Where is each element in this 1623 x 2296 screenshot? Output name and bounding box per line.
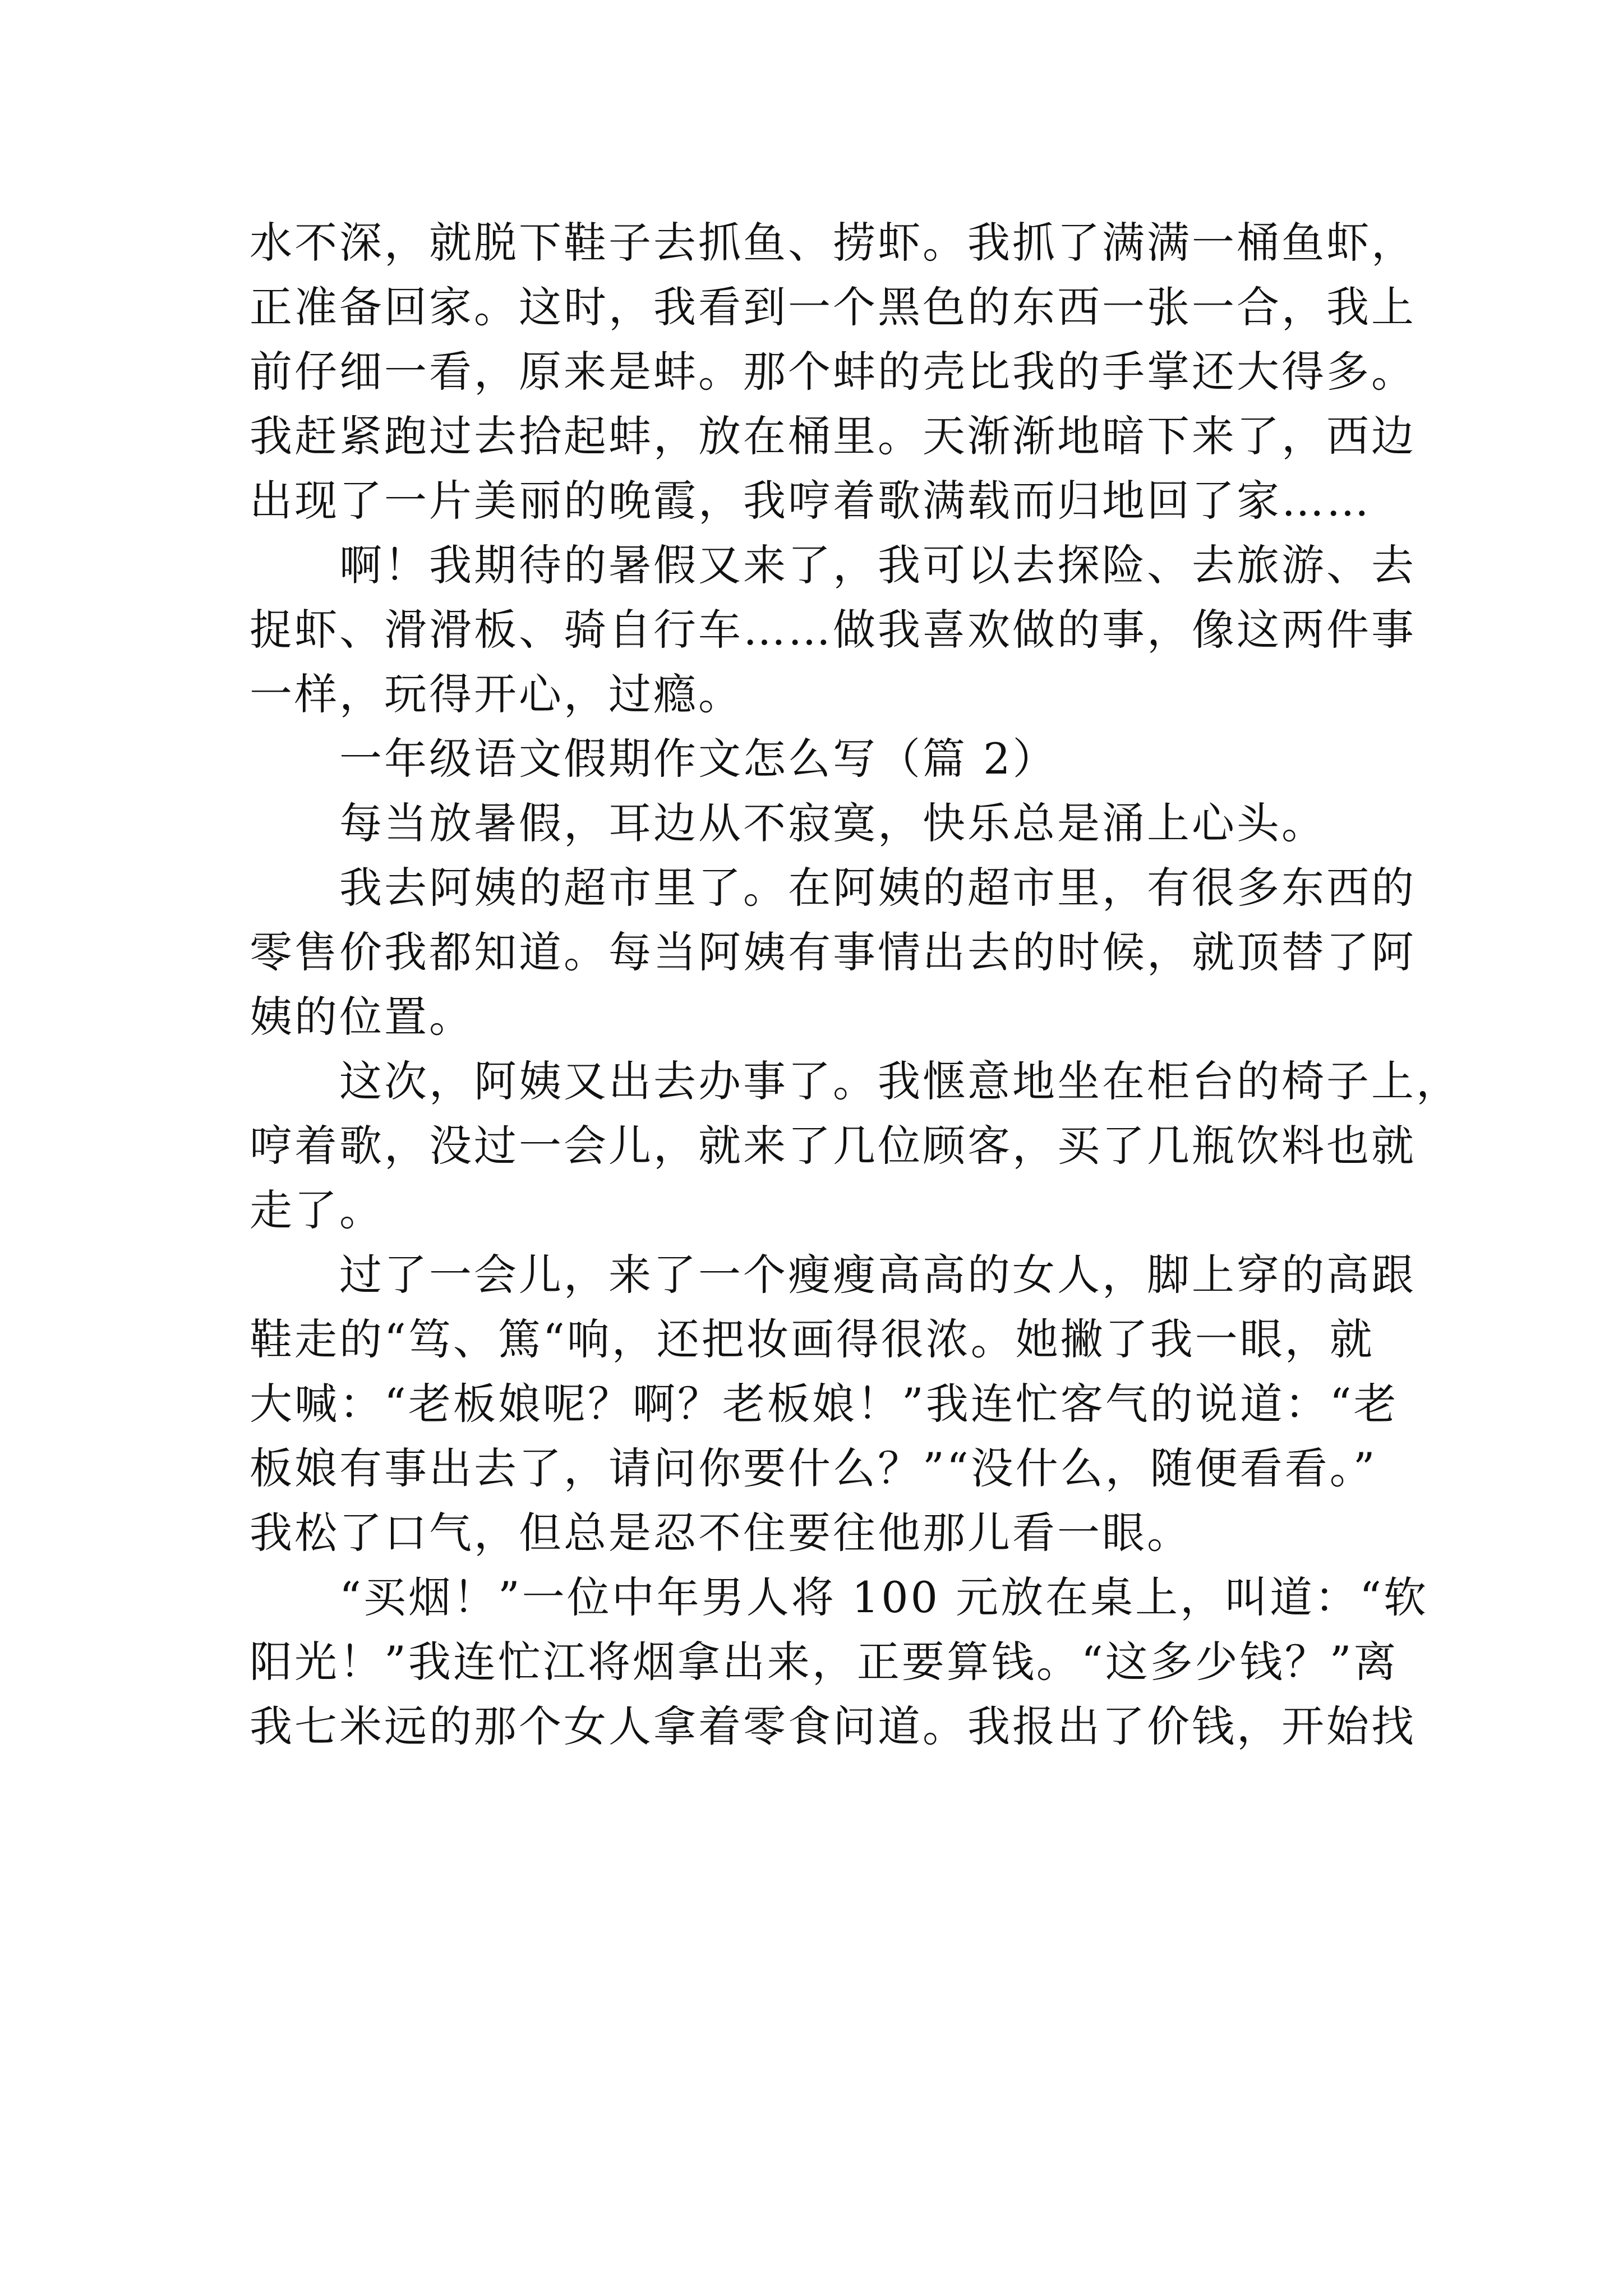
paragraph — [250, 1243, 1416, 1565]
text-line: 我松了口气，但总是忍不住要往他那儿看一眼。 — [250, 1508, 1192, 1558]
text-line: 鞋走的“笃、篤“响，还把妆画得很浓。她撇了我一眼，就 — [250, 1314, 1375, 1364]
text-line: 我赶紧跑过去拾起蚌，放在桶里。天渐渐地暗下来了，西边 — [250, 411, 1416, 461]
text-line: 零售价我都知道。每当阿姨有事情出去的时候，就顶替了阿 — [250, 927, 1416, 977]
paragraph — [250, 855, 1416, 1049]
text-line: 我七米远的那个女人拿着零食问道。我报出了价钱，开始找 — [250, 1701, 1416, 1751]
text-line: 走了。 — [250, 1185, 384, 1235]
text-line: 啊！我期待的暑假又来了，我可以去探险、去旅游、去 — [339, 540, 1416, 590]
text-line: 前仔细一看，原来是蚌。那个蚌的壳比我的手掌还大得多。 — [250, 347, 1416, 397]
section-heading — [250, 726, 1405, 791]
text-line: 这次，阿姨又出去办事了。我惬意地坐在柜台的椅子上， — [339, 1056, 1461, 1106]
text-line: 过了一会儿，来了一个瘦瘦高高的女人，脚上穿的高跟 — [339, 1250, 1416, 1300]
paragraph — [250, 791, 1405, 855]
text-line: 哼着歌，没过一会儿，就来了几位顾客，买了几瓶饮料也就 — [250, 1121, 1416, 1171]
text-line: 我去阿姨的超市里了。在阿姨的超市里，有很多东西的 — [339, 863, 1416, 913]
paragraph — [250, 210, 1416, 533]
text-line: “买烟！”一位中年男人将 100 元放在桌上，叫道：“软 — [339, 1572, 1428, 1622]
paragraph — [250, 1565, 1428, 1759]
text-line: 大喊：“老板娘呢？啊？老板娘！”我连忙客气的说道：“老 — [250, 1379, 1399, 1429]
text-line: 姨的位置。 — [250, 992, 474, 1042]
text-line: 水不深，就脱下鞋子去抓鱼、捞虾。我抓了满满一桶鱼虾， — [250, 218, 1416, 268]
text-line: 每当放暑假，耳边从不寂寞，快乐总是涌上心头。 — [339, 798, 1326, 848]
paragraph — [250, 1049, 1461, 1243]
text-line: 一样，玩得开心，过瘾。 — [250, 669, 743, 719]
text-line: 出现了一片美丽的晚霞，我哼着歌满载而归地回了家…… — [250, 476, 1371, 526]
text-line: 捉虾、滑滑板、骑自行车……做我喜欢做的事，像这两件事 — [250, 605, 1416, 655]
document-page — [250, 210, 1461, 1759]
text-line: 一年级语文假期作文怎么写（篇 2） — [339, 734, 1058, 784]
text-line: 板娘有事出去了，请问你要什么？”“没什么，随便看看。” — [250, 1443, 1377, 1493]
text-line: 正准备回家。这时，我看到一个黑色的东西一张一合，我上 — [250, 282, 1416, 332]
text-line: 阳光！”我连忙江将烟拿出来，正要算钱。“这多少钱？”离 — [250, 1637, 1399, 1687]
paragraph — [250, 533, 1416, 726]
